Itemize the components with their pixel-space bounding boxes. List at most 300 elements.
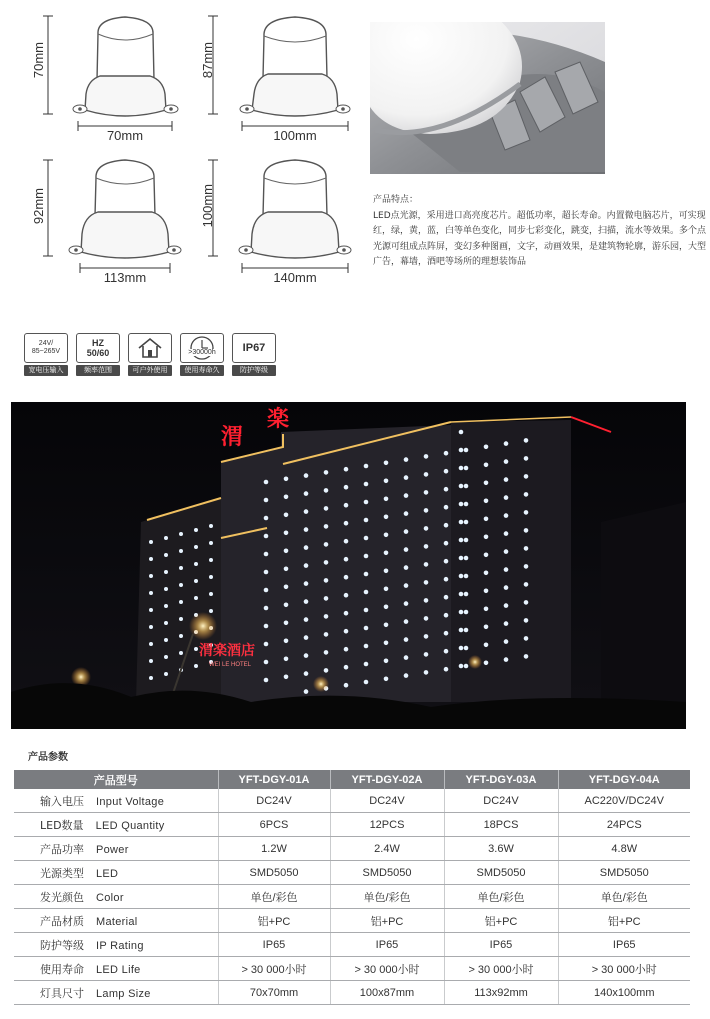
table-cell: 113x92mm: [444, 981, 558, 1005]
led-point: [384, 569, 389, 574]
led-point: [459, 646, 464, 651]
led-point: [444, 541, 449, 546]
table-row: [14, 885, 690, 909]
icon-caption: 可户外使用: [128, 365, 172, 376]
led-point: [344, 521, 349, 526]
led-point: [504, 567, 509, 572]
table-cell: 单色/彩色: [218, 885, 330, 909]
drawing-3: [30, 156, 190, 291]
led-point: [209, 558, 213, 562]
table-cell: > 30 000小时: [444, 957, 558, 981]
led-point: [324, 524, 329, 529]
led-point: [284, 603, 289, 608]
led-point: [209, 575, 213, 579]
led-point: [364, 554, 369, 559]
led-point: [264, 588, 269, 593]
row-label-cn: 发光颜色: [40, 890, 84, 904]
table-cell: SMD5050: [218, 861, 330, 885]
row-label-en: LED: [96, 867, 119, 880]
led-point: [464, 520, 469, 525]
table-cell: > 30 000小时: [218, 957, 330, 981]
product-closeup-photo: [370, 22, 605, 174]
led-point: [459, 430, 464, 435]
table-row: [14, 909, 690, 933]
table-row: [14, 789, 690, 813]
voltage-line2: 85~265V: [31, 348, 61, 355]
table-cell: > 30 000小时: [558, 957, 690, 981]
lamp-drawing-100: [200, 14, 360, 139]
led-point: [484, 535, 489, 540]
ip-rating-text: IP67: [242, 342, 266, 354]
table-cell: DC24V: [444, 789, 558, 813]
building-night-photo: [11, 402, 686, 729]
led-point: [444, 595, 449, 600]
height-label: 100mm: [200, 184, 215, 228]
table-cell: AC220V/DC24V: [558, 789, 690, 813]
led-point: [504, 513, 509, 518]
table-cell: 铝+PC: [558, 909, 690, 933]
table-row: [14, 957, 690, 981]
led-point: [384, 605, 389, 610]
led-point: [524, 600, 529, 605]
table-cell: IP65: [330, 933, 444, 957]
table-cell: 24PCS: [558, 813, 690, 837]
lamp-drawing-140: [200, 156, 360, 281]
led-point: [264, 660, 269, 665]
row-label-en: Color: [96, 891, 124, 904]
led-point: [304, 545, 309, 550]
led-point: [194, 545, 198, 549]
led-point: [194, 579, 198, 583]
led-point: [324, 488, 329, 493]
led-point: [524, 546, 529, 551]
led-point: [264, 642, 269, 647]
row-label: [14, 885, 218, 909]
led-point: [304, 509, 309, 514]
led-point: [194, 647, 198, 651]
led-point: [464, 592, 469, 597]
icon-caption: 防护等级: [232, 365, 276, 376]
led-point: [324, 470, 329, 475]
led-point: [484, 463, 489, 468]
table-cell: 3.6W: [444, 837, 558, 861]
led-point: [304, 617, 309, 622]
led-point: [364, 590, 369, 595]
led-point: [524, 474, 529, 479]
led-point: [444, 487, 449, 492]
led-point: [404, 547, 409, 552]
height-label: 92mm: [31, 188, 46, 225]
hotel-sign: 渭楽酒店: [199, 643, 255, 659]
led-point: [304, 671, 309, 676]
led-point: [324, 578, 329, 583]
led-point: [524, 636, 529, 641]
row-label-en: IP Rating: [96, 939, 144, 952]
row-label-cn: 输入电压: [40, 794, 84, 808]
table-cell: 单色/彩色: [330, 885, 444, 909]
led-point: [464, 574, 469, 579]
led-point: [284, 477, 289, 482]
icon-caption: 使用寿命久: [180, 365, 224, 376]
led-point: [284, 675, 289, 680]
drawing-4: [200, 156, 360, 291]
led-point: [384, 677, 389, 682]
table-cell: 铝+PC: [218, 909, 330, 933]
row-label: [14, 837, 218, 861]
led-point: [344, 557, 349, 562]
led-point: [344, 593, 349, 598]
led-point: [484, 607, 489, 612]
led-point: [304, 581, 309, 586]
led-point: [344, 485, 349, 490]
led-point: [404, 457, 409, 462]
led-point: [304, 473, 309, 478]
table-cell: 单色/彩色: [444, 885, 558, 909]
led-point: [484, 481, 489, 486]
led-point: [424, 508, 429, 513]
led-point: [149, 608, 153, 612]
table-cell: 12PCS: [330, 813, 444, 837]
table-cell: 1.2W: [218, 837, 330, 861]
height-label: 87mm: [200, 42, 215, 79]
table-cell: SMD5050: [558, 861, 690, 885]
led-point: [164, 553, 168, 557]
features-body: LED点光源，采用进口高亮度芯片。超低功率，超长寿命。内置微电脑芯片，可实现红，绿，黄，蓝，白等单色变化，同步七彩变化，跳变，扫描，流水等效果。多个点光源可组成点阵屏，变幻多种图画，文字，动画效果，是建筑物轮廓，游乐园，大型广告，幕墙，酒吧等场所的理想装饰品: [373, 210, 707, 267]
lifetime-clock-icon: [180, 333, 224, 363]
led-point: [404, 655, 409, 660]
table-row: [14, 861, 690, 885]
led-point: [149, 574, 153, 578]
led-point: [464, 538, 469, 543]
led-point: [444, 523, 449, 528]
led-point: [444, 613, 449, 618]
led-point: [324, 560, 329, 565]
led-point: [324, 650, 329, 655]
table-cell: 2.4W: [330, 837, 444, 861]
icon-caption: 频率范围: [76, 365, 120, 376]
led-point: [344, 575, 349, 580]
width-label: 113mm: [103, 270, 147, 285]
led-point: [194, 596, 198, 600]
led-point: [404, 619, 409, 624]
led-point: [164, 536, 168, 540]
led-point: [504, 459, 509, 464]
led-point: [424, 526, 429, 531]
header-cell: YFT-DGY-04A: [558, 770, 690, 789]
led-point: [179, 532, 183, 536]
params-title: 产品参数: [28, 752, 68, 763]
led-point: [504, 549, 509, 554]
led-point: [459, 502, 464, 507]
led-point: [149, 676, 153, 680]
led-point: [149, 625, 153, 629]
led-point: [504, 477, 509, 482]
voltage-line1: 24V/: [38, 340, 54, 347]
led-point: [459, 610, 464, 615]
led-point: [364, 464, 369, 469]
led-point: [444, 631, 449, 636]
led-point: [149, 540, 153, 544]
led-point: [404, 583, 409, 588]
led-point: [464, 502, 469, 507]
led-point: [464, 466, 469, 471]
led-point: [179, 634, 183, 638]
led-point: [404, 601, 409, 606]
led-point: [264, 606, 269, 611]
led-point: [209, 609, 213, 613]
led-point: [209, 592, 213, 596]
led-point: [504, 639, 509, 644]
led-point: [424, 652, 429, 657]
led-point: [384, 551, 389, 556]
led-point: [284, 621, 289, 626]
led-point: [464, 628, 469, 633]
led-point: [484, 553, 489, 558]
led-point: [179, 600, 183, 604]
row-label-en: LED Life: [96, 963, 141, 976]
led-point: [424, 562, 429, 567]
led-point: [444, 577, 449, 582]
drawing-1: [30, 14, 190, 149]
led-point: [404, 529, 409, 534]
frequency-icon: [76, 333, 120, 363]
table-header-row: [14, 770, 690, 789]
row-label-cn: LED数量: [40, 818, 84, 832]
led-point: [384, 623, 389, 628]
led-point: [459, 448, 464, 453]
led-point: [304, 635, 309, 640]
led-point: [344, 683, 349, 688]
table-cell: IP65: [444, 933, 558, 957]
led-point: [264, 534, 269, 539]
led-point: [459, 520, 464, 525]
icon-caption: 宽电压输入: [24, 365, 68, 376]
led-point: [504, 621, 509, 626]
row-label: [14, 861, 218, 885]
led-point: [364, 626, 369, 631]
frequency-line2: 50/60: [86, 348, 110, 358]
led-point: [384, 461, 389, 466]
led-point: [284, 639, 289, 644]
lifetime-hours: >30000h: [188, 348, 216, 356]
table-cell: 140x100mm: [558, 981, 690, 1005]
led-point: [484, 571, 489, 576]
led-point: [164, 570, 168, 574]
led-point: [404, 565, 409, 570]
frequency-line1: HZ: [92, 338, 104, 348]
row-label-en: Input Voltage: [96, 795, 165, 808]
row-label-cn: 灯具尺寸: [40, 986, 84, 1000]
led-point: [209, 524, 213, 528]
led-point: [464, 664, 469, 669]
outdoor-badge: [128, 333, 174, 376]
roof-sign-char: 楽: [267, 406, 290, 432]
led-point: [304, 689, 309, 694]
led-point: [459, 574, 464, 579]
led-point: [284, 657, 289, 662]
led-point: [179, 651, 183, 655]
table-row: [14, 981, 690, 1005]
table-cell: 70x70mm: [218, 981, 330, 1005]
led-point: [264, 498, 269, 503]
led-point: [484, 625, 489, 630]
led-point: [164, 587, 168, 591]
ip-rating-badge: [232, 333, 278, 376]
led-point: [424, 598, 429, 603]
led-point: [179, 566, 183, 570]
led-point: [384, 641, 389, 646]
led-point: [264, 678, 269, 683]
lamp-drawing-113: [30, 156, 190, 281]
led-point: [424, 616, 429, 621]
table-cell: 铝+PC: [444, 909, 558, 933]
led-point: [404, 493, 409, 498]
row-label-en: Power: [96, 843, 129, 856]
params-table: [14, 770, 690, 1005]
led-point: [324, 668, 329, 673]
row-label-cn: 使用寿命: [40, 962, 84, 976]
led-point: [459, 484, 464, 489]
led-point: [444, 505, 449, 510]
led-point: [149, 659, 153, 663]
ip-rating-icon: [232, 333, 276, 363]
led-point: [324, 632, 329, 637]
table-cell: SMD5050: [330, 861, 444, 885]
table-row: [14, 837, 690, 861]
row-label: [14, 957, 218, 981]
led-point: [484, 589, 489, 594]
led-point: [484, 643, 489, 648]
led-point: [524, 564, 529, 569]
led-point: [344, 611, 349, 616]
led-point: [524, 456, 529, 461]
led-point: [264, 516, 269, 521]
led-point: [404, 475, 409, 480]
night-scene: [11, 402, 686, 729]
led-point: [444, 667, 449, 672]
led-point: [459, 628, 464, 633]
led-point: [459, 592, 464, 597]
features-title: 产品特点：: [373, 195, 419, 205]
roof-sign-char: 渭: [221, 424, 244, 450]
row-label-cn: 产品功率: [40, 842, 84, 856]
led-point: [484, 499, 489, 504]
led-point: [464, 448, 469, 453]
led-point: [444, 649, 449, 654]
outdoor-house-icon: [128, 333, 172, 363]
height-label: 70mm: [31, 42, 46, 79]
table-row: [14, 813, 690, 837]
led-point: [424, 454, 429, 459]
led-point: [264, 552, 269, 557]
led-point: [404, 511, 409, 516]
row-label: [14, 909, 218, 933]
led-point: [304, 653, 309, 658]
led-point: [404, 673, 409, 678]
table-cell: 4.8W: [558, 837, 690, 861]
row-label-cn: 光源类型: [40, 866, 84, 880]
led-point: [324, 614, 329, 619]
row-label-en: LED Quantity: [95, 819, 165, 832]
led-point: [164, 638, 168, 642]
led-point: [364, 662, 369, 667]
width-label: 70mm: [106, 128, 144, 143]
lifetime-badge: [180, 333, 226, 376]
table-cell: 100x87mm: [330, 981, 444, 1005]
row-label-cn: 产品材质: [40, 914, 84, 928]
led-point: [324, 506, 329, 511]
table-cell: > 30 000小时: [330, 957, 444, 981]
led-point: [194, 664, 198, 668]
led-point: [194, 562, 198, 566]
led-point: [344, 539, 349, 544]
width-label: 100mm: [273, 128, 317, 143]
row-label: [14, 789, 218, 813]
led-point: [179, 617, 183, 621]
led-point: [209, 541, 213, 545]
led-point: [484, 445, 489, 450]
led-point: [149, 557, 153, 561]
led-point: [424, 472, 429, 477]
led-point: [364, 572, 369, 577]
led-point: [424, 634, 429, 639]
led-point: [344, 647, 349, 652]
led-point: [284, 531, 289, 536]
header-cell: YFT-DGY-01A: [218, 770, 330, 789]
led-point: [504, 585, 509, 590]
led-point: [424, 490, 429, 495]
led-point: [524, 438, 529, 443]
row-label: [14, 813, 218, 837]
led-point: [524, 618, 529, 623]
led-point: [344, 503, 349, 508]
led-point: [424, 670, 429, 675]
led-point: [364, 644, 369, 649]
led-point: [164, 604, 168, 608]
led-point: [524, 654, 529, 659]
led-point: [504, 495, 509, 500]
table-cell: 18PCS: [444, 813, 558, 837]
table-cell: 6PCS: [218, 813, 330, 837]
led-point: [164, 672, 168, 676]
led-point: [304, 563, 309, 568]
header-cell: 产品型号: [14, 770, 218, 789]
led-point: [284, 495, 289, 500]
table-cell: DC24V: [218, 789, 330, 813]
led-point: [424, 544, 429, 549]
led-point: [404, 637, 409, 642]
voltage-icon: [24, 333, 68, 363]
led-point: [304, 599, 309, 604]
led-point: [459, 538, 464, 543]
led-point: [284, 585, 289, 590]
table-cell: 单色/彩色: [558, 885, 690, 909]
led-point: [344, 467, 349, 472]
led-point: [364, 518, 369, 523]
led-point: [284, 549, 289, 554]
led-point: [384, 515, 389, 520]
led-point: [179, 583, 183, 587]
table-cell: DC24V: [330, 789, 444, 813]
row-label-en: Lamp Size: [96, 987, 151, 1000]
led-point: [364, 536, 369, 541]
led-point: [459, 466, 464, 471]
led-point: [264, 480, 269, 485]
row-label: [14, 933, 218, 957]
led-point: [194, 528, 198, 532]
table-row: [14, 933, 690, 957]
led-point: [384, 587, 389, 592]
